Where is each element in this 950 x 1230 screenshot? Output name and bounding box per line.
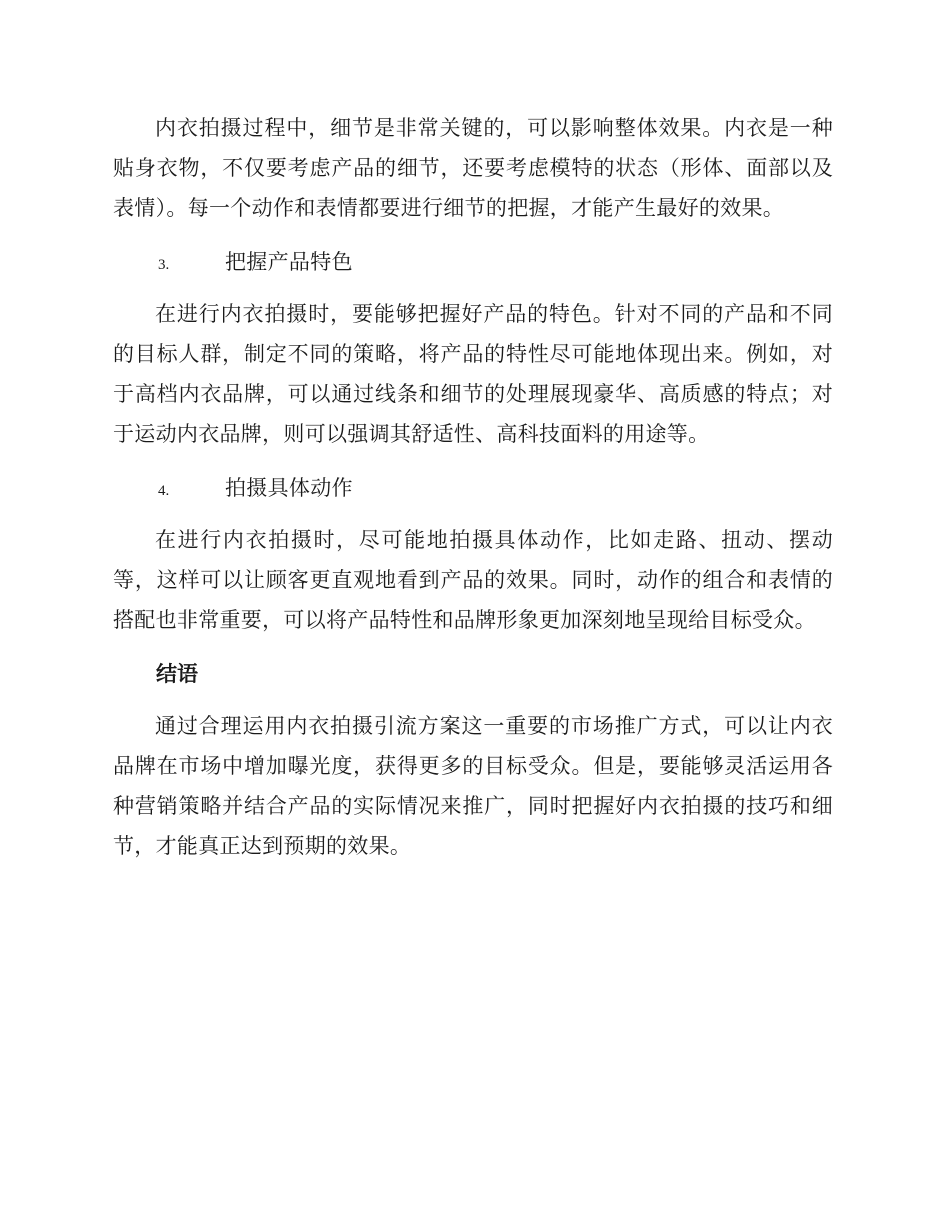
list-item-specific-actions: [113, 468, 833, 508]
paragraph-specific-actions: 在进行内衣拍摄时，尽可能地拍摄具体动作，比如走路、扭动、摆动等，这样可以让顾客更直观地看到产品的效果。同时，动作的组合和表情的搭配也非常重要，可以将产品特性和品牌形象更加深刻地呈现给目标受众。: [113, 528, 833, 632]
document-page: [113, 108, 833, 866]
list-item-title: 把握产品特色: [225, 250, 353, 274]
list-item-product-features: [113, 242, 833, 282]
paragraph-conclusion: 通过合理运用内衣拍摄引流方案这一重要的市场推广方式，可以让内衣品牌在市场中增加曝光度，获得更多的目标受众。但是，要能够灵活运用各种营销策略并结合产品的实际情况来推广，同时把握好内衣拍摄的技巧和细节，才能真正达到预期的效果。: [113, 714, 833, 858]
conclusion-heading: 结语: [156, 662, 198, 686]
list-item-number: 3.: [158, 257, 170, 273]
list-item-number: 4.: [158, 483, 170, 499]
paragraph-product-features: 在进行内衣拍摄时，要能够把握好产品的特色。针对不同的产品和不同的目标人群，制定不同的策略，将产品的特性尽可能地体现出来。例如，对于高档内衣品牌，可以通过线条和细节的处理展现豪华、高质感的特点；对于运动内衣品牌，则可以强调其舒适性、高科技面料的用途等。: [113, 302, 833, 446]
paragraph-details: 内衣拍摄过程中，细节是非常关键的，可以影响整体效果。内衣是一种贴身衣物，不仅要考虑产品的细节，还要考虑模特的状态（形体、面部以及表情）。每一个动作和表情都要进行细节的把握，才能产生最好的效果。: [113, 116, 833, 220]
list-item-title: 拍摄具体动作: [225, 476, 353, 500]
